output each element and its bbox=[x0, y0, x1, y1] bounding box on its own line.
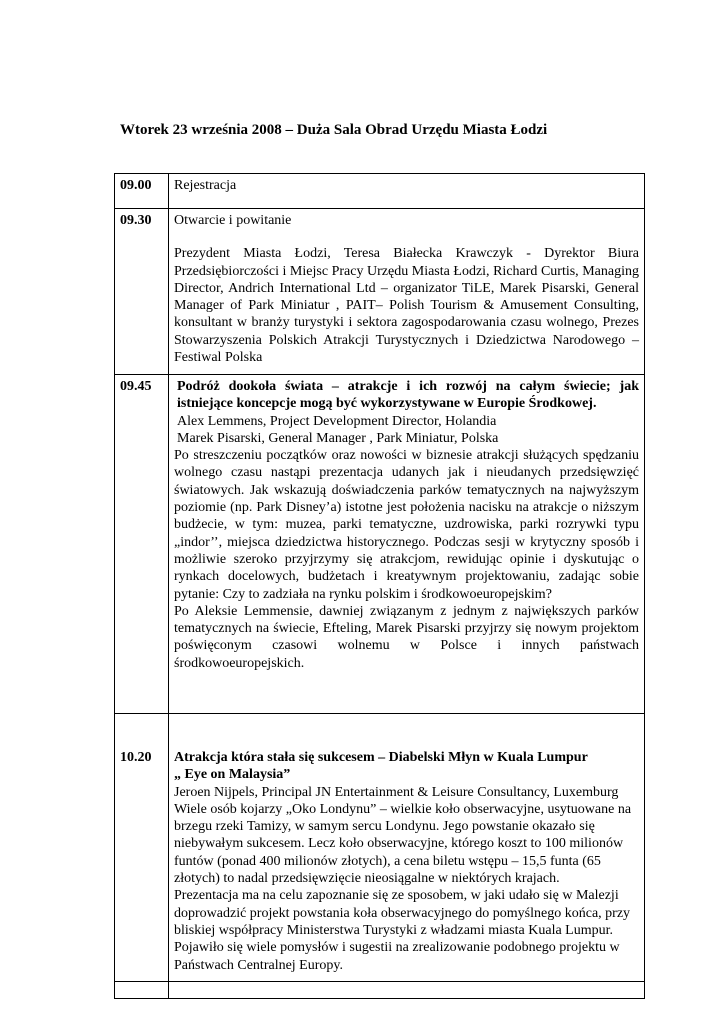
session-cell bbox=[169, 714, 645, 982]
session-subheading: „ Eye on Malaysia” bbox=[174, 767, 291, 783]
table-row bbox=[115, 375, 645, 714]
time-cell: 09.00 bbox=[115, 174, 169, 209]
time-cell: 09.45 bbox=[115, 375, 169, 714]
session-description: Wiele osób kojarzy „Oko Londynu” – wielkie koło obserwacyjne, usytuowane na brzegu rzeki Tamizy, w samym sercu Londynu. Jego powstanie okazało się niebywałym sukcesem. Lecz koło obserwacyjne, którego koszt to 100 milionów funtów (ponad 400 milionów złotych), a cena biletu wstępu – 15,5 funta (65 złotych) to nadal przedsięwzięcie nieosiągalne w niektórych krajach. bbox=[174, 801, 632, 887]
table-row bbox=[115, 982, 645, 999]
session-cell bbox=[169, 375, 645, 714]
session-label: Rejestracja bbox=[174, 178, 237, 193]
session-heading: Atrakcja która stała się sukcesem – Diabelski Młyn w Kuala Lumpur bbox=[174, 750, 588, 765]
speaker-line: Jeroen Nijpels, Principal JN Entertainment & Leisure Consultancy, Luxemburg bbox=[174, 784, 619, 800]
agenda-table bbox=[114, 173, 645, 999]
time-cell: 09.30 bbox=[115, 209, 169, 375]
session-cell bbox=[169, 209, 645, 375]
speaker-line: Alex Lemmens, Project Development Director, Holandia bbox=[177, 413, 497, 429]
session-description: Prezydent Miasta Łodzi, Teresa Białecka Krawczyk - Dyrektor Biura Przedsiębiorczości i Miejsc Pracy Urzędu Miasta Łodzi, Richard Curtis, Managing Director, Andrich International Ltd – organizator TiLE, Marek Pisarski, General Manager of Park Miniatur , PAIT– Polish Tourism & Amusement Consulting, konsultant w branży turystyki i sektora zagospodarowania czasu wolnego, Prezes Stowarzyszenia Polskich Atrakcji Turystycznych i Dziedzictwa Narodowego – Festiwal Polska bbox=[174, 246, 639, 366]
session-description: Po streszczeniu początków oraz nowości w biznesie atrakcji służących spędzaniu wolnego czasu nastąpi prezentacja udanych jak i nieudanych przedsięwzięć światowych. Jak wskazują doświadczenia parków tematycznych na najwyższym poziomie (np. Park Disney’a) istotne jest położenia nacisku na atrakcje o niższym budżecie, w tym: muzea, parki tematyczne, uzdrowiska, parki rozrywki typu „indor’’, miejsca dziedzictwa historycznego. Podczas sesji w krytyczny sposób i możliwie szeroko przyjrzymy się atrakcjom, rewidując opinie i dyskutując o rynkach docelowych, budżetach i kreatywnym projektowaniu, zadając sobie pytanie: Czy to zadziała na rynku polskim i środkowoeuropejskim? bbox=[174, 448, 639, 602]
time-cell bbox=[115, 982, 169, 999]
session-description: Prezentacja ma na celu zapoznanie się ze sposobem, w jaki udało się w Malezji doprowadzić projekt powstania koła obserwacyjnego do pomyślnego końca, przy bliskiej współpracy Ministerstwa Turystyki z władzami miasta Kuala Lumpur. Pojawiło się wiele pomysłów i sugestii na zrealizowanie podobnego projektu w Państwach Centralnej Europy. bbox=[174, 888, 631, 973]
speaker-line: Marek Pisarski, General Manager , Park Miniatur, Polska bbox=[177, 430, 499, 446]
session-label: Otwarcie i powitanie bbox=[174, 213, 292, 228]
session-cell bbox=[169, 982, 645, 999]
session-heading: Podróż dookoła świata – atrakcje i ich rozwój na całym świecie; jak istniejące koncepcje mogą być wykorzystywane w Europie Środkowej. bbox=[177, 379, 639, 412]
table-row bbox=[115, 714, 645, 982]
table-row bbox=[115, 209, 645, 375]
table-row bbox=[115, 174, 645, 209]
page-title: Wtorek 23 września 2008 – Duża Sala Obrad Urzędu Miasta Łodzi bbox=[120, 122, 548, 138]
session-cell bbox=[169, 174, 645, 209]
time-cell: 10.20 bbox=[115, 714, 169, 982]
session-description: Po Aleksie Lemmensie, dawniej związanym z jednym z największych parków tematycznych na świecie, Efteling, Marek Pisarski przyjrzy się nowym projektom poświęconym czasowi wolnemu w Polsce i innych państwach środkowoeuropejskich. bbox=[174, 603, 639, 671]
